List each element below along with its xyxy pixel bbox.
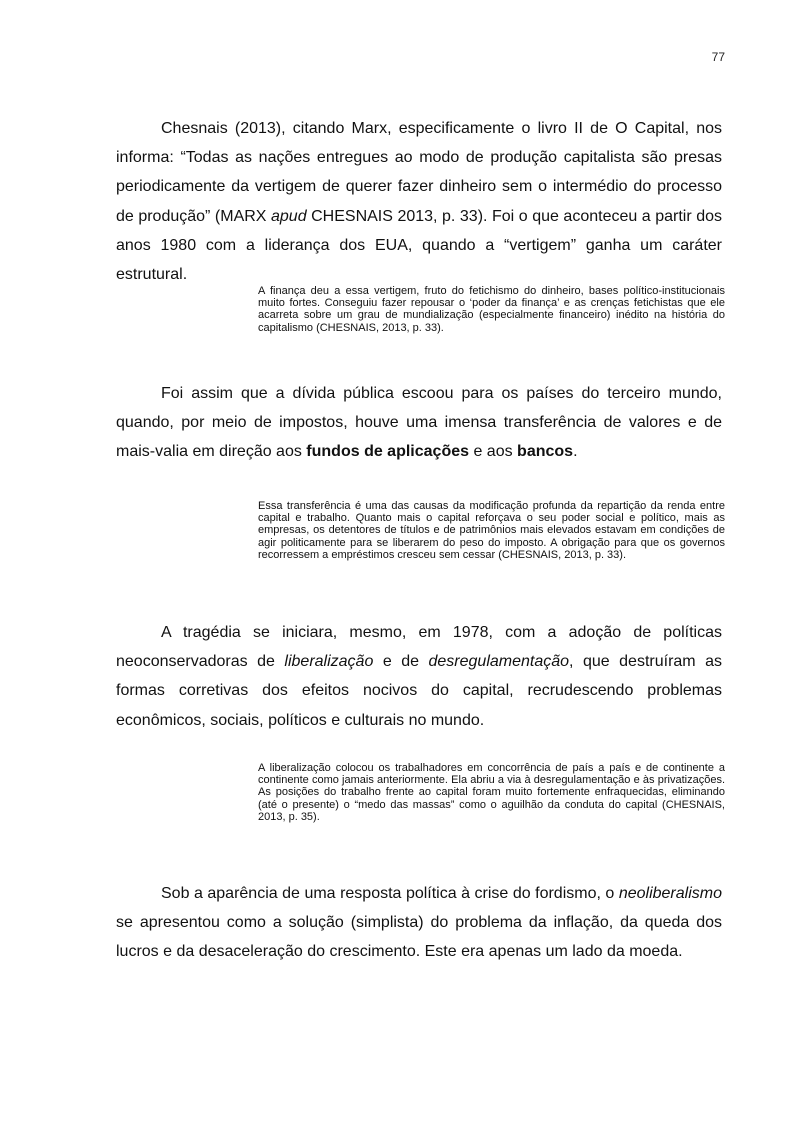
paragraph-public-debt — [116, 379, 722, 467]
p4-text-c: se apresentou como a solução (simplista) do problema da inflação, da queda dos lucros e da desaceleração do crescimento. Este era apenas um lado da moeda. — [116, 914, 722, 961]
paragraph-tragedy-1978 — [116, 618, 722, 735]
p1-text-c: CHESNAIS 2013, p. 33). Foi o que aconteceu a partir dos anos 1980 com a liderança dos EUA, quando a “vertigem” ganha um caráter estrutural. — [116, 207, 723, 284]
p2-text-a: Foi assim que a dívida pública escoou para os países do terceiro mundo, quando, por meio de impostos, houve uma imensa transferência de valores e de mais-valia em direção aos — [116, 385, 722, 461]
p2-bancos: bancos — [517, 443, 574, 461]
p1-apud: apud — [271, 207, 307, 225]
p2-text-e: . — [573, 443, 578, 461]
p2-fundos-de-aplicacoes: fundos de aplicações — [306, 443, 470, 461]
p4-text-a: Sob a aparência de uma resposta política à crise do fordismo, o — [161, 885, 619, 902]
p3-liberalizacao: liberalização — [284, 653, 374, 671]
paragraph-neoliberalism — [116, 879, 722, 967]
p1-text-a: Chesnais (2013), citando Marx, especificamente o livro II de O Capital, nos informa: “Todas as nações entregues ao modo de produção capitalista são presas periodicamente da vertigem de querer fazer dinheiro sem o intermédio do processo de produção” (MARX — [116, 120, 722, 225]
block-quote-finance-vertigo: A finança deu a essa vertigem, fruto do fetichismo do dinheiro, bases político-institucionais muito fortes. Conseguiu fazer repousar o ‘poder da finança’ e as crenças fetichistas que ele acarreta sobre um grau de mundialização (especialmente financeiro) inédito na história do capitalismo (CHESNAIS, 2013, p. 33). — [258, 285, 725, 334]
p3-text-c: e de — [373, 653, 429, 671]
p3-desregulamentacao: desregulamentação — [428, 653, 570, 671]
block-quote-liberalization: A liberalização colocou os trabalhadores em concorrência de país a país e de continente a continente como jamais anteriormente. Ela abriu a via à desregulamentação e às privatizações. As posições do trabalho frente ao capital foram muito fortemente enfraquecidas, eliminando (até o presente) o “medo das massas” como o aguilhão da conduta do capital (CHESNAIS, 2013, p. 35). — [258, 762, 725, 823]
page-number: 77 — [711, 50, 725, 64]
paragraph-chesnais-marx — [116, 114, 722, 289]
p4-neoliberalismo: neoliberalismo — [618, 885, 722, 902]
p3-text-a: A tragédia se iniciara, mesmo, em 1978, com a adoção de políticas neoconservadoras de — [116, 624, 722, 671]
block-quote-transfer: Essa transferência é uma das causas da modificação profunda da repartição da renda entre capital e trabalho. Quanto mais o capital reforçava o seu poder social e político, mais as empresas, os detentores de títulos e de patrimônios mais elevados estavam em condições de agir politicamente para se liberarem do peso do imposto. A obrigação para que os governos recorressem a empréstimos cresceu sem cessar (CHESNAIS, 2013, p. 33). — [258, 500, 725, 561]
p3-text-e: , que destruíram as formas corretivas dos efeitos nocivos do capital, recrudescendo problemas econômicos, sociais, políticos e culturais no mundo. — [116, 653, 723, 729]
p2-text-c: e aos — [469, 443, 518, 461]
